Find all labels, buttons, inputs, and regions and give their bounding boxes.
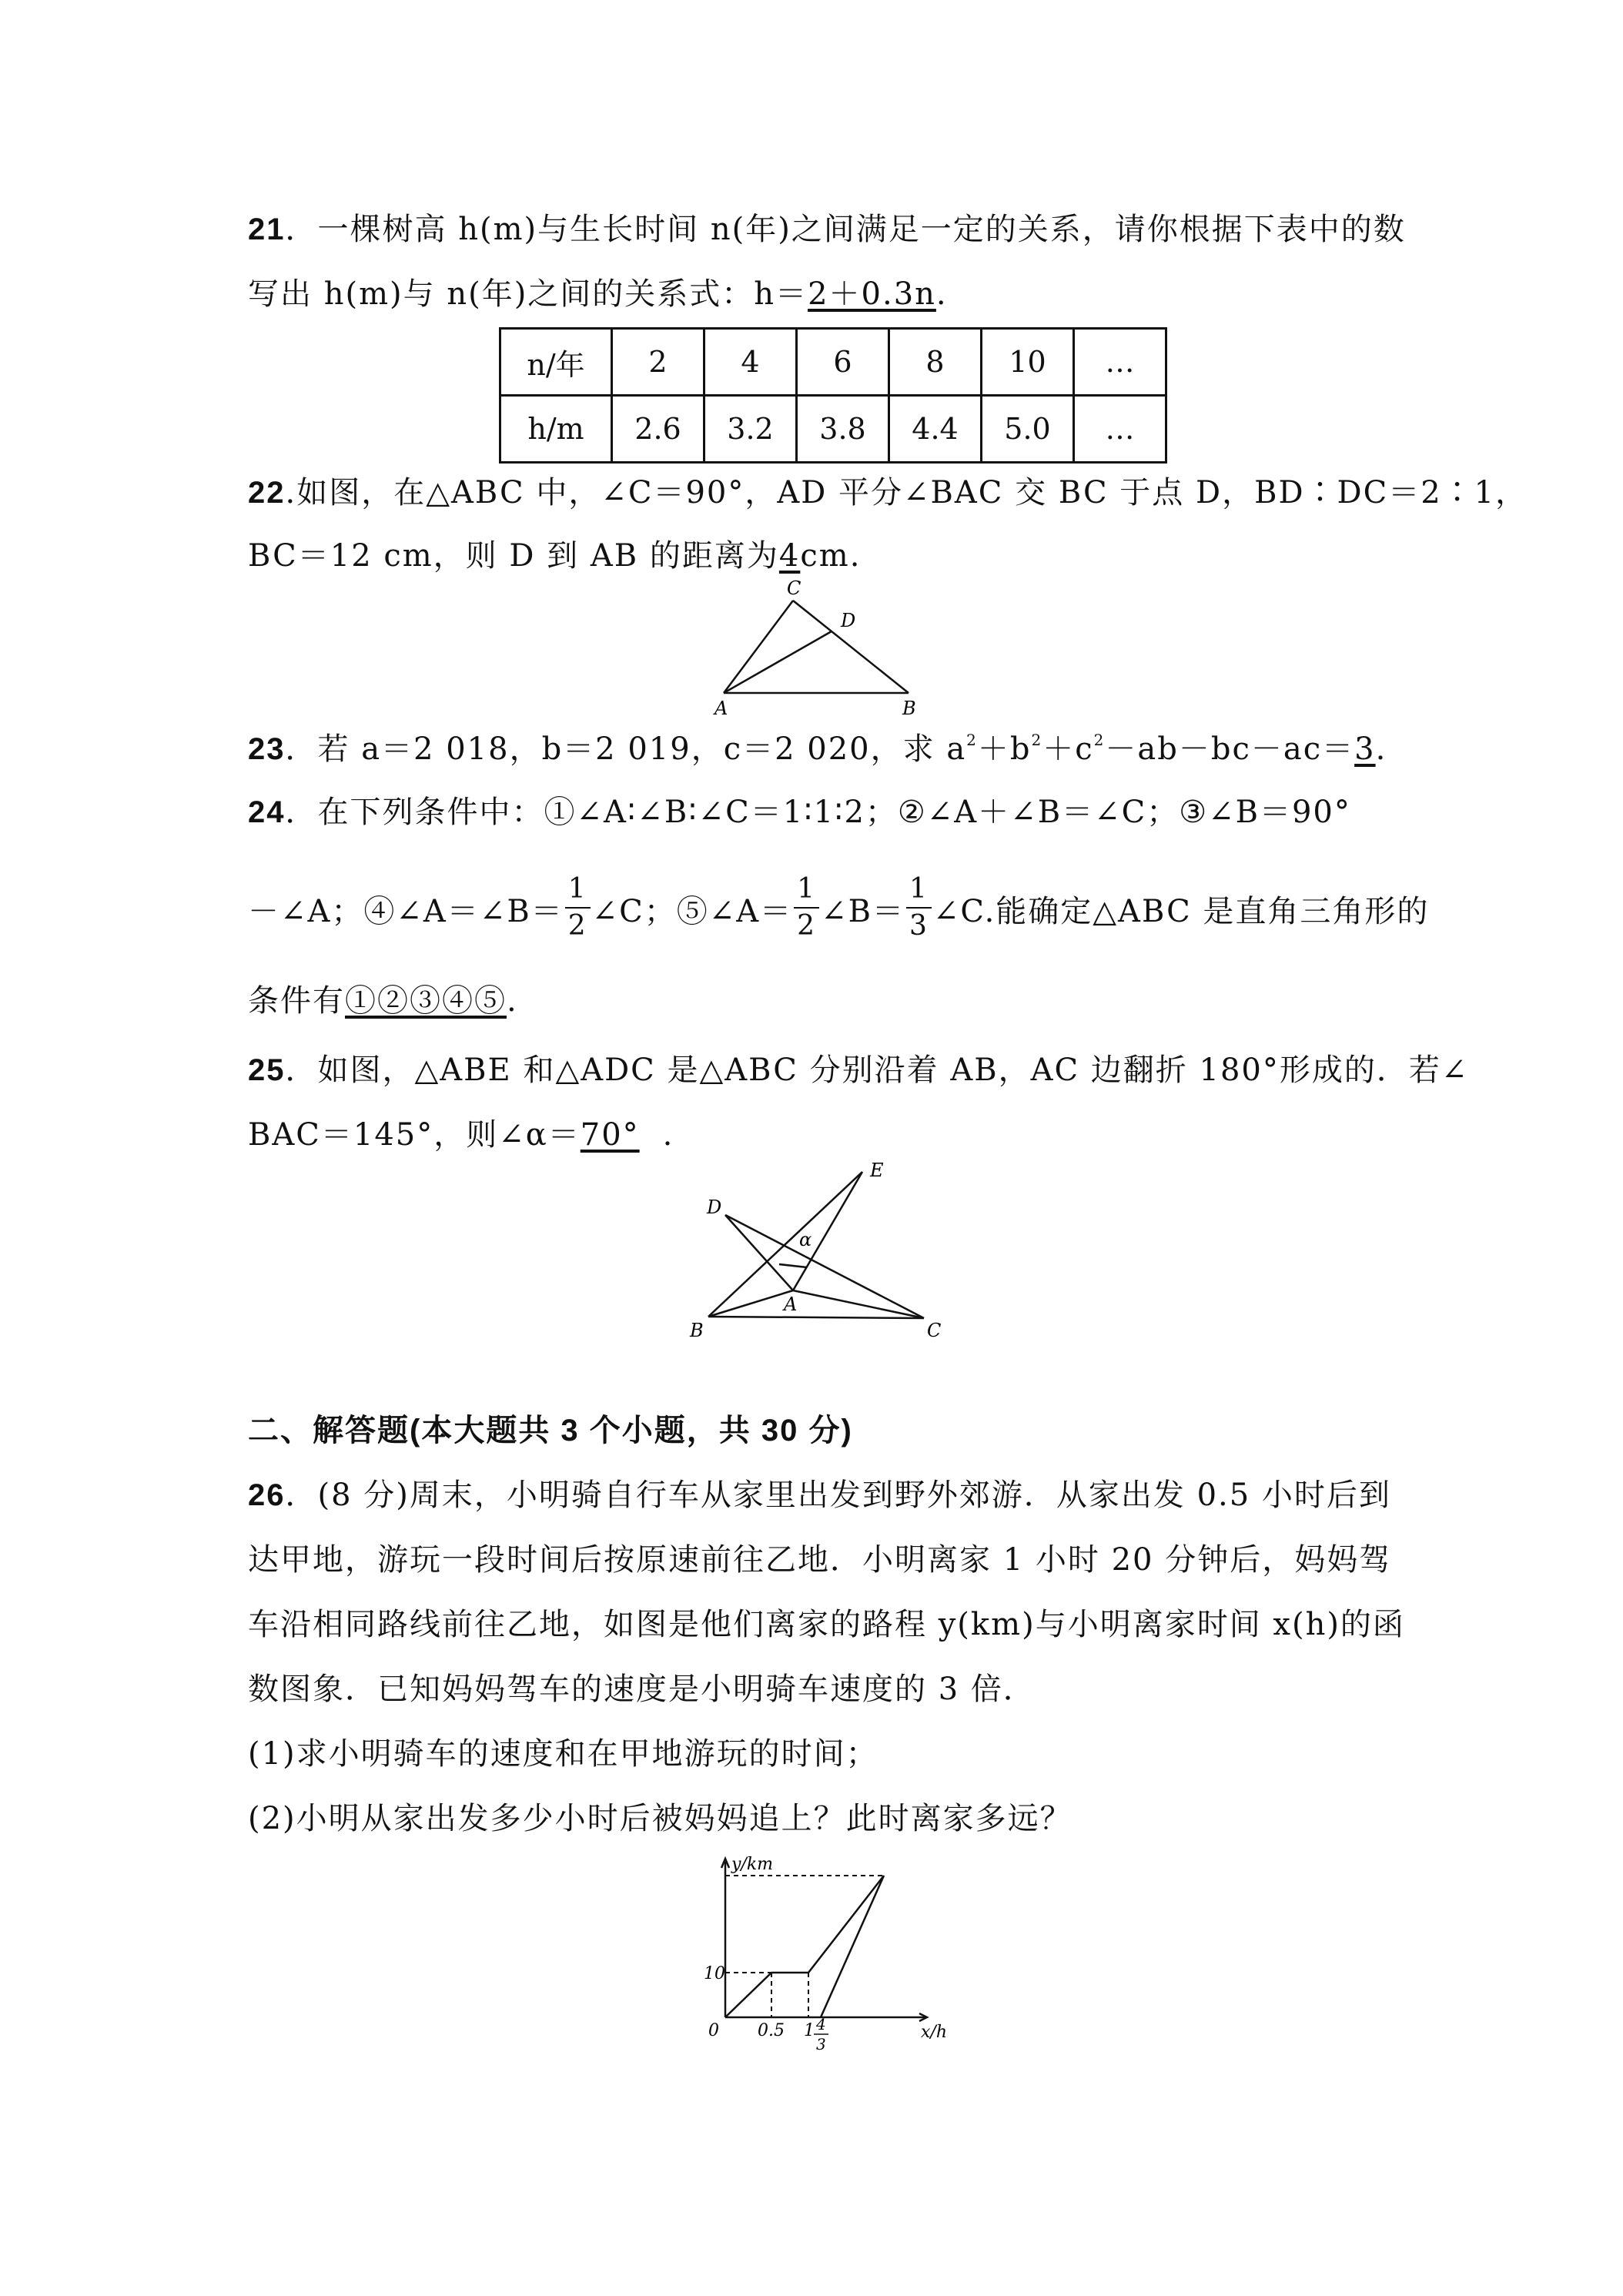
q22-text1: .如图，在△ABC 中，∠C＝90°，AD 平分∠BAC 交 BC 于点 D，BD∶DC＝2∶1，: [285, 475, 1528, 510]
q25-period: .: [662, 1117, 674, 1153]
label-e: E: [870, 1160, 884, 1181]
origin-label: 0: [708, 2021, 719, 2040]
table-cell: 6: [797, 329, 889, 396]
label-a: A: [784, 1294, 798, 1315]
q26-number: 26: [248, 1478, 286, 1512]
x-tick-4-3-num: 4: [816, 2015, 826, 2033]
q23-text: ．若 a＝2 018，b＝2 019，c＝2 020，求 a: [285, 731, 967, 767]
table-cell: 8: [889, 329, 982, 396]
frac-den: 2: [797, 910, 817, 942]
q24-text2b: ∠C；⑤∠A＝: [591, 894, 793, 929]
q23-plus-b: ＋b: [977, 731, 1032, 767]
q21-period: .: [935, 276, 948, 312]
q26-text1: ．(8 分)周末，小明骑自行车从家里出发到野外郊游．从家出发 0.5 小时后到: [285, 1478, 1391, 1513]
q24-number: 24: [248, 795, 286, 829]
label-a: A: [714, 698, 728, 719]
fraction-half: [794, 872, 819, 944]
section2-title: 二、解答题(本大题共 3 个小题，共 30 分): [248, 1414, 853, 1448]
x-tick-4-3-den: 3: [816, 2035, 826, 2053]
q23-rest: －ab－bc－ac＝: [1105, 731, 1355, 767]
q22-unit: cm.: [800, 538, 862, 574]
q22-line1: [248, 471, 1528, 514]
q23-sup-b: 2: [1031, 731, 1043, 749]
table-cell: 4: [704, 329, 797, 396]
table-cell: 3.2: [704, 396, 797, 463]
q23-line: [248, 728, 1387, 771]
label-d: D: [707, 1197, 722, 1218]
table-cell: n/年: [500, 329, 612, 396]
q26-line4: 数图象．已知妈妈驾车的速度是小明骑车速度的 3 倍．: [248, 1672, 1036, 1707]
q24-line1: [248, 791, 1351, 834]
label-alpha: α: [799, 1229, 812, 1250]
q22-text2: BC＝12 cm，则 D 到 AB 的距离为: [248, 538, 779, 574]
q25-line1: [248, 1049, 1468, 1092]
fraction-half: [565, 872, 591, 944]
q22-line2: [248, 534, 861, 577]
q23-answer: 3: [1354, 731, 1376, 767]
q22-number: 22: [248, 476, 286, 510]
table-cell: 2.6: [612, 396, 704, 463]
label-b: B: [690, 1320, 704, 1341]
q23-number: 23: [248, 732, 286, 766]
q23-period: .: [1375, 731, 1387, 767]
table-row: [500, 396, 1166, 463]
q26-line1: [248, 1474, 1391, 1517]
table-cell: …: [1074, 396, 1166, 463]
table-cell: 5.0: [982, 396, 1074, 463]
table-cell: 2: [612, 329, 704, 396]
table-cell: h/m: [500, 396, 612, 463]
q24-text2a: －∠A；④∠A＝∠B＝: [248, 894, 564, 929]
q25-number: 25: [248, 1053, 286, 1087]
q24-text2c: ∠B＝: [821, 894, 905, 929]
q21-text1: ．一棵树高 h(m)与生长时间 n(年)之间满足一定的关系，请你根据下表中的数: [285, 212, 1406, 247]
table-cell: 4.4: [889, 396, 982, 463]
q24-answer: ①②③④⑤: [345, 983, 507, 1019]
table-cell: …: [1074, 329, 1166, 396]
q21-line1: [248, 208, 1406, 251]
q21-table: [499, 327, 1167, 464]
frac-num: 1: [906, 872, 932, 909]
q23-sup-c: 2: [1093, 731, 1106, 749]
q24-text2d: ∠C.能确定△ABC 是直角三角形的: [932, 894, 1430, 929]
q24-text1: ．在下列条件中：①∠A∶∠B∶∠C＝1∶1∶2；②∠A＋∠B＝∠C；③∠B＝90°: [285, 795, 1351, 830]
table-cell: 3.8: [797, 396, 889, 463]
x-axis-label: x/h: [921, 2023, 947, 2042]
label-d: D: [841, 610, 856, 631]
q26-distance-time-graph: [693, 1848, 955, 2053]
q25-text1: ．如图，△ABE 和△ADC 是△ABC 分别沿着 AB，AC 边翻折 180°形成的．若∠: [285, 1053, 1469, 1088]
q21-answer: 2＋0.3n: [808, 276, 936, 312]
y-tick-10: 10: [704, 1964, 725, 1983]
table-cell: 10: [982, 329, 1074, 396]
q26-line2: 达甲地，游玩一段时间后按原速前往乙地．小明离家 1 小时 20 分钟后，妈妈驾: [248, 1542, 1392, 1578]
fraction-third: [906, 872, 932, 944]
q25-line2: [248, 1113, 674, 1156]
x-tick-1: 1: [804, 2021, 815, 2040]
q23-sup-a: 2: [966, 731, 978, 749]
q22-answer: 4: [778, 538, 801, 574]
q23-plus-c: ＋c: [1042, 731, 1094, 767]
frac-den: 2: [567, 910, 587, 942]
q24-text3: 条件有: [248, 983, 345, 1019]
q25-fold-figure: [685, 1155, 962, 1347]
q24-line2: [248, 873, 1430, 950]
q25-answer: 70°: [580, 1117, 640, 1153]
frac-num: 1: [565, 872, 591, 909]
q24-line3: [248, 979, 518, 1022]
q26-line3: 车沿相同路线前往乙地，如图是他们离家的路程 y(km)与小明离家时间 x(h)的函: [248, 1607, 1405, 1642]
table-row: [500, 329, 1166, 396]
frac-den: 3: [909, 910, 929, 942]
q25-text2: BAC＝145°，则∠α＝: [248, 1117, 581, 1153]
frac-num: 1: [794, 872, 819, 909]
q21-number: 21: [248, 213, 286, 246]
q26-sub2: (2)小明从家出发多少小时后被妈妈追上？此时离家多远？: [248, 1801, 1073, 1836]
x-tick-0.5: 0.5: [758, 2021, 785, 2040]
label-b: B: [902, 698, 916, 719]
q24-period: .: [507, 983, 518, 1019]
y-axis-label: y/km: [731, 1855, 774, 1874]
label-c: C: [787, 577, 801, 599]
q21-text2: 写出 h(m)与 n(年)之间的关系式：h＝: [248, 276, 808, 312]
q21-line2: [248, 273, 948, 316]
q22-triangle-figure: [701, 579, 932, 718]
label-c: C: [927, 1320, 942, 1341]
q26-sub1: (1)求小明骑车的速度和在甲地游玩的时间；: [248, 1736, 878, 1772]
